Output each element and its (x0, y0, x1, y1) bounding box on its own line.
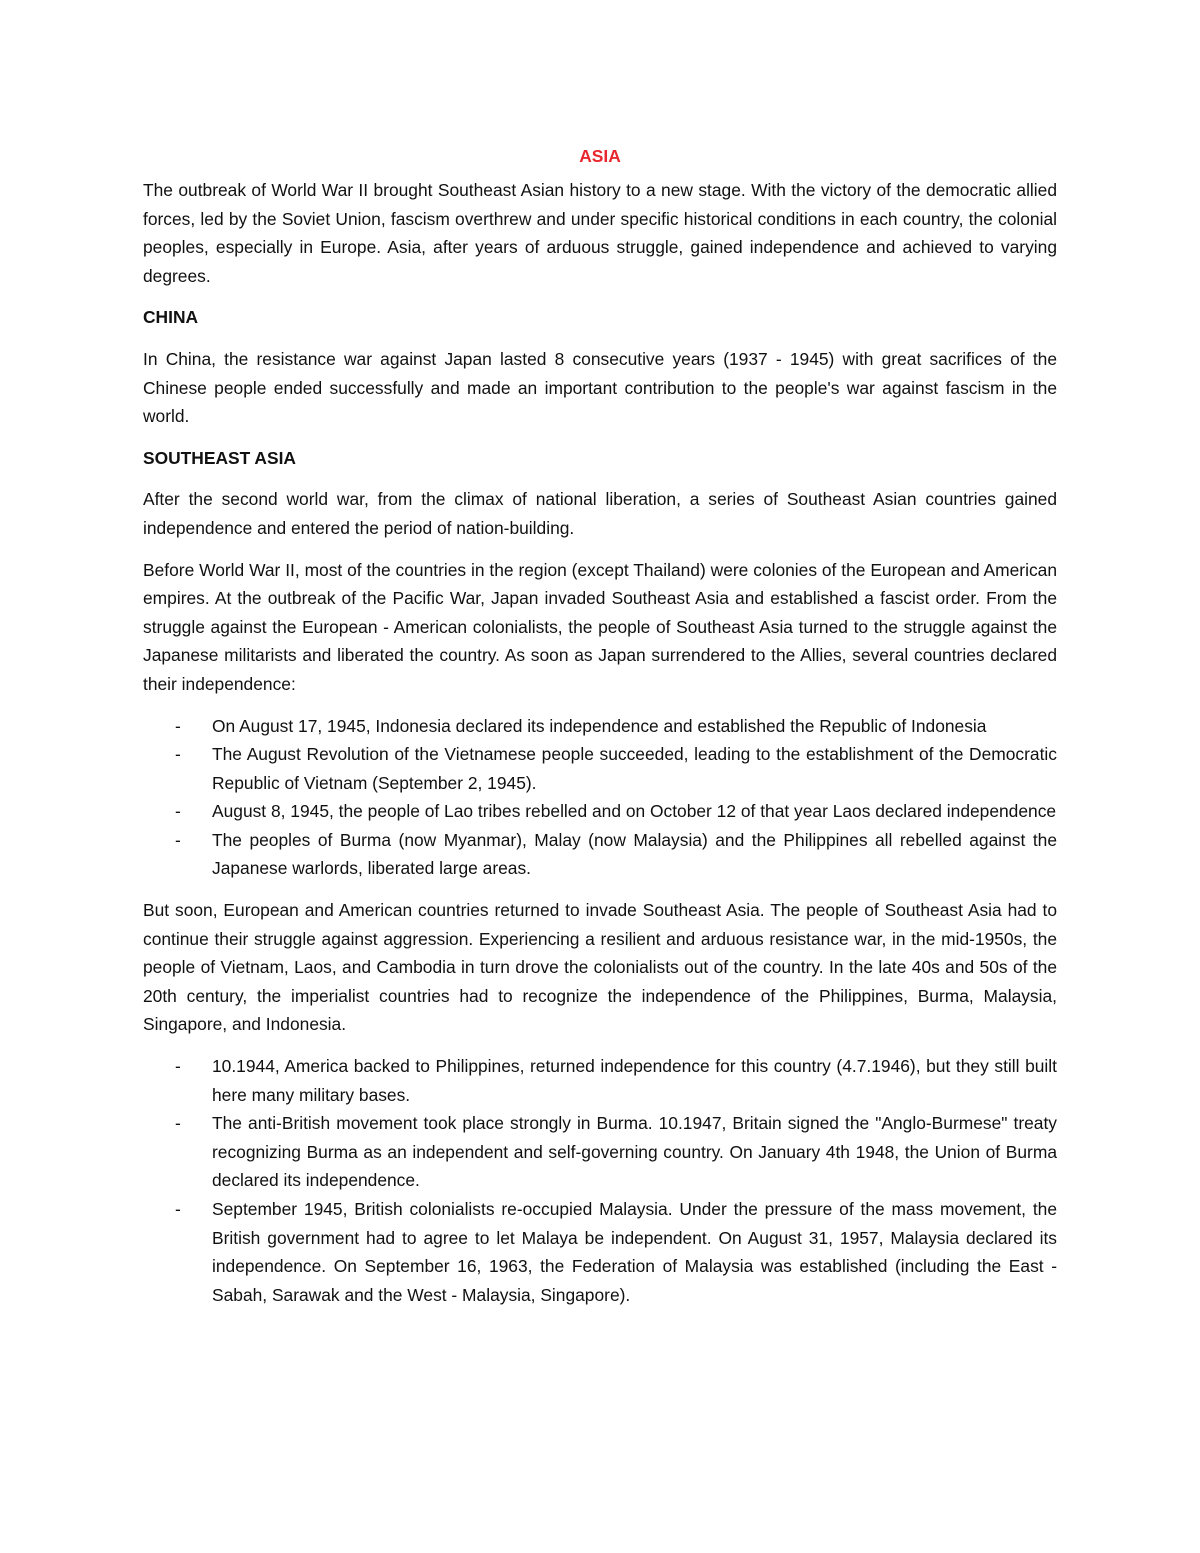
southeast-asia-paragraph-3: But soon, European and American countries returned to invade Southeast Asia. The people of Southeast Asia had to continue their struggle against aggression. Experiencing a resilient and arduous resistance war, in the mid-1950s, the people of Vietnam, Laos, and Cambodia in turn drove the colonialists out of the country. In the late 40s and 50s of the 20th century, the imperialist countries had to recognize the independence of the Philippines, Burma, Malaysia, Singapore, and Indonesia. (143, 900, 1057, 1035)
list-item (143, 1195, 1057, 1309)
list-item-text: August 8, 1945, the people of Lao tribes rebelled and on October 12 of that year Laos declared independence (212, 801, 1057, 822)
china-paragraph: In China, the resistance war against Japan lasted 8 consecutive years (1937 - 1945) with great sacrifices of the Chinese people ended successfully and made an important contribution to the people's war against fascism in the world. (143, 348, 1057, 427)
list-item (143, 1052, 1057, 1109)
list-item-text: September 1945, British colonialists re-occupied Malaysia. Under the pressure of the mass movement, the British government had to agree to let Malaya be independent. On August 31, 1957, Malaysia declared its independence. On September 16, 1963, the Federation of Malaysia was established (including the East - Sabah, Sarawak and the West - Malaysia, Singapore). (212, 1199, 1057, 1305)
dash-bullet-icon: - (175, 1199, 181, 1219)
independence-list (143, 712, 1057, 884)
dash-bullet-icon: - (175, 715, 181, 736)
dash-bullet-icon: - (175, 1113, 181, 1134)
list-item (143, 1109, 1057, 1195)
southeast-asia-heading: SOUTHEAST ASIA (143, 447, 296, 468)
intro-paragraph: The outbreak of World War II brought Southeast Asian history to a new stage. With the victory of the democratic allied forces, led by the Soviet Union, fascism overthrew and under specific historical conditions in each country, the colonial peoples, especially in Europe. Asia, after years of arduous struggle, gained independence and achieved to varying degrees. (143, 180, 1057, 286)
china-heading: CHINA (143, 307, 199, 328)
southeast-asia-paragraph-2: Before World War II, most of the countries in the region (except Thailand) were colonies of the European and American empires. At the outbreak of the Pacific War, Japan invaded Southeast Asia and established a fascist order. From the struggle against the European - American colonialists, the people of Southeast Asia turned to the struggle against the Japanese militarists and liberated the country. As soon as Japan surrendered to the Allies, several countries declared their independence: (143, 559, 1057, 694)
list-item (143, 740, 1057, 797)
list-item-text: The August Revolution of the Vietnamese people succeeded, leading to the establishment of the Democratic Republic of Vietnam (September 2, 1945). (212, 744, 1057, 793)
list-item-text: 10.1944, America backed to Philippines, returned independence for this country (4.7.1946), but they still built here many military bases. (212, 1056, 1057, 1105)
document-title: ASIA (579, 146, 621, 166)
southeast-asia-paragraph-1: After the second world war, from the climax of national liberation, a series of Southeast Asian countries gained independence and entered the period of nation-building. (143, 489, 1057, 538)
list-item (143, 797, 1057, 826)
list-item (143, 826, 1057, 883)
dash-bullet-icon: - (175, 829, 181, 850)
dash-bullet-icon: - (175, 801, 181, 822)
list-item (143, 712, 1057, 741)
recognition-list (143, 1052, 1057, 1309)
dash-bullet-icon: - (175, 1056, 181, 1077)
dash-bullet-icon: - (175, 744, 181, 765)
list-item-text: The anti-British movement took place strongly in Burma. 10.1947, Britain signed the "Anglo-Burmese" treaty recognizing Burma as an independent and self-governing country. On January 4th 1948, the Union of Burma declared its independence. (212, 1113, 1057, 1191)
list-item-text: On August 17, 1945, Indonesia declared its independence and established the Republic of Indonesia (212, 715, 987, 736)
list-item-text: The peoples of Burma (now Myanmar), Malay (now Malaysia) and the Philippines all rebelled against the Japanese warlords, liberated large areas. (212, 829, 1057, 879)
